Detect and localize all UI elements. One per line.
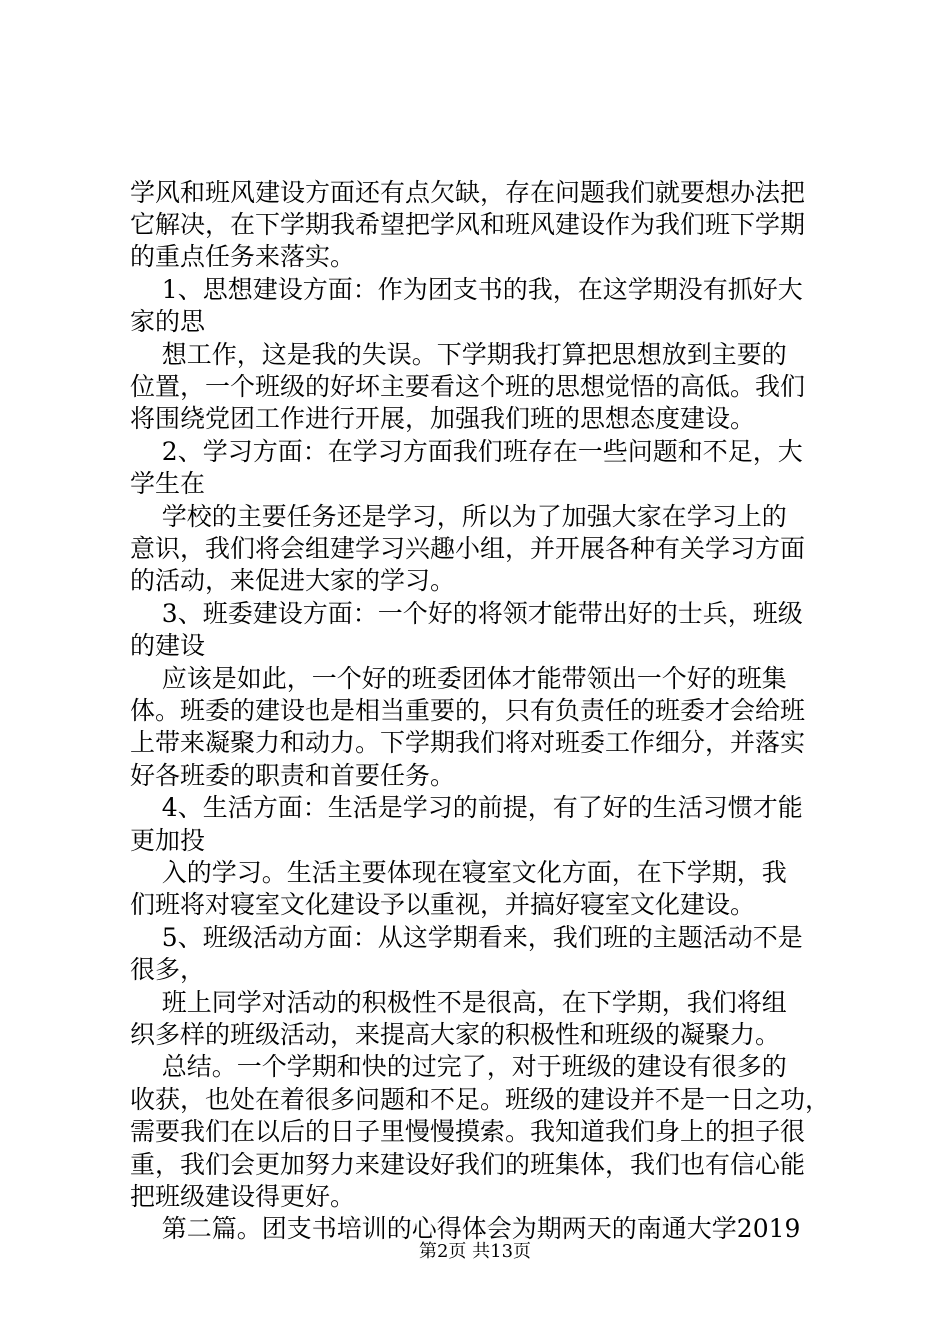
text-line: 织多样的班级活动，来提高大家的积极性和班级的凝聚力。 <box>130 1020 781 1049</box>
page-number-footer: 第2页 共13页 <box>418 1241 532 1262</box>
text-line: 它解决，在下学期我希望把学风和班风建设作为我们班下学期 <box>130 210 806 239</box>
text-line: 上带来凝聚力和动力。下学期我们将对班委工作细分，并落实 <box>130 728 806 757</box>
text-line: 4、生活方面：生活是学习的前提，有了好的生活习惯才能 <box>130 793 803 822</box>
text-line: 们班将对寝室文化建设予以重视，并搞好寝室文化建设。 <box>130 890 756 919</box>
text-line: 把班级建设得更好。 <box>130 1182 356 1211</box>
text-line: 位置，一个班级的好坏主要看这个班的思想觉悟的高低。我们 <box>130 372 806 401</box>
text-line: 好各班委的职责和首要任务。 <box>130 761 456 790</box>
text-line: 学校的主要任务还是学习，所以为了加强大家在学习上的 <box>130 502 787 531</box>
text-line: 的重点任务来落实。 <box>130 242 356 271</box>
text-line: 意识，我们将会组建学习兴趣小组，并开展各种有关学习方面 <box>130 534 806 563</box>
text-line: 第二篇。团支书培训的心得体会为期两天的南通大学2019 <box>130 1214 801 1243</box>
text-line: 班上同学对活动的积极性不是很高，在下学期，我们将组 <box>130 988 787 1017</box>
text-line: 1、思想建设方面：作为团支书的我，在这学期没有抓好大 <box>130 275 803 304</box>
text-line: 收获，也处在着很多问题和不足。班级的建设并不是一日之功， <box>130 1085 831 1114</box>
text-line: 学生在 <box>130 469 206 498</box>
text-line: 需要我们在以后的日子里慢慢摸索。我知道我们身上的担子很 <box>130 1117 806 1146</box>
text-line: 将围绕党团工作进行开展，加强我们班的思想态度建设。 <box>130 404 756 433</box>
text-line: 很多， <box>130 955 206 984</box>
text-line: 的活动，来促进大家的学习。 <box>130 566 456 595</box>
text-line: 3、班委建设方面：一个好的将领才能带出好的士兵，班级 <box>130 599 803 628</box>
text-line: 体。班委的建设也是相当重要的，只有负责任的班委才会给班 <box>130 696 806 725</box>
text-line: 总结。一个学期和快的过完了，对于班级的建设有很多的 <box>130 1052 787 1081</box>
text-line: 2、学习方面：在学习方面我们班存在一些问题和不足，大 <box>130 437 803 466</box>
text-line: 家的思 <box>130 307 206 336</box>
text-line: 应该是如此，一个好的班委团体才能带领出一个好的班集 <box>130 664 787 693</box>
text-line: 想工作，这是我的失误。下学期我打算把思想放到主要的 <box>130 340 787 369</box>
text-line: 5、班级活动方面：从这学期看来，我们班的主题活动不是 <box>130 923 803 952</box>
text-line: 重，我们会更加努力来建设好我们的班集体，我们也有信心能 <box>130 1150 806 1179</box>
text-line: 的建设 <box>130 631 206 660</box>
text-line: 更加投 <box>130 826 206 855</box>
text-line: 入的学习。生活主要体现在寝室文化方面，在下学期，我 <box>130 858 787 887</box>
text-line: 学风和班风建设方面还有点欠缺，存在问题我们就要想办法把 <box>130 178 806 207</box>
